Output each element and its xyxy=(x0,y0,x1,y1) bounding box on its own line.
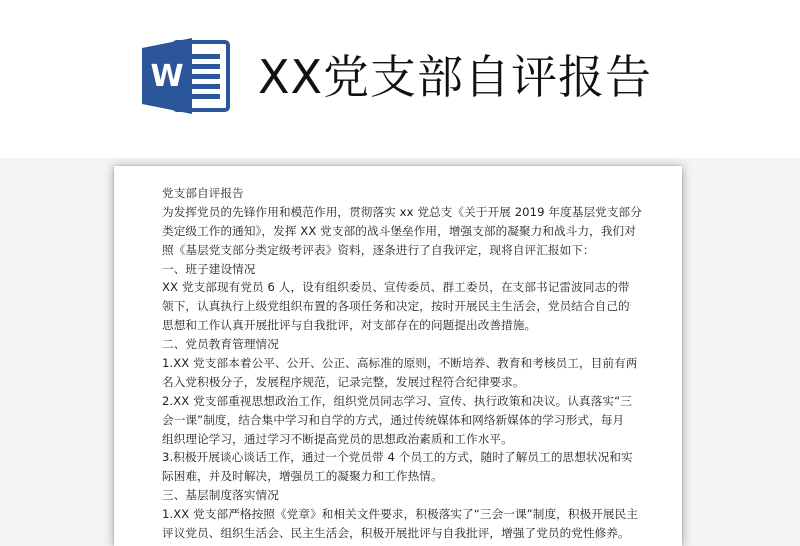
document-line: 为发挥党员的先锋作用和模范作用，贯彻落实 xx 党总支《关于开展 2019 年度基层党支部分 xyxy=(162,204,642,219)
section-heading: 一、班子建设情况 xyxy=(162,261,256,276)
header-band xyxy=(0,0,800,158)
document-line: 2.XX 党支部重视思想政治工作，组织党员同志学习、宣传、执行政策和决议。认真落实“三 xyxy=(162,393,632,408)
document-line: 思想和工作认真开展批评与自我批评，对支部存在的问题提出改善措施。 xyxy=(162,318,537,333)
word-logo-letter: W xyxy=(150,59,184,94)
document-line: 评议党员、组织生活会、民主生活会，积极开展批评与自我批评，增强了党员的党性修养。 xyxy=(162,526,630,541)
document-line: 会一课”制度，结合集中学习和自学的方式，通过传统媒体和网络新媒体的学习形式，每月 xyxy=(162,412,625,427)
page-title: XX党支部自评报告 xyxy=(258,50,653,104)
document-line: 3.积极开展谈心谈话工作，通过一个党员带 4 个员工的方式，随时了解员工的思想状况和实 xyxy=(162,450,633,465)
document-line: 党支部自评报告 xyxy=(162,186,244,200)
word-logo-graphic xyxy=(140,36,232,116)
document-line: 类定级工作的通知》，发挥 XX 党支部的战斗堡垒作用，增强支部的凝聚力和战斗力，我们对 xyxy=(162,223,636,238)
document-line: 组织理论学习，通过学习不断提高党员的思想政治素质和工作水平。 xyxy=(162,431,513,446)
document-line: 领下，认真执行上级党组织布置的各项任务和决定，按时开展民主生活会，党员结合自己的 xyxy=(162,299,630,314)
document-line: 1.XX 党支部严格按照《党章》和相关文件要求，积极落实了“三会一课”制度，积极开展民主 xyxy=(162,507,639,522)
word-document-icon xyxy=(140,36,232,116)
document-line: 际困难，并及时解决，增强员工的凝聚力和工作热情。 xyxy=(162,469,443,484)
section-heading: 二、党员教育管理情况 xyxy=(162,337,279,352)
section-heading: 三、基层制度落实情况 xyxy=(162,488,279,503)
document-line: 照《基层党支部分类定级考评表》资料，逐条进行了自我评定，现将自评汇报如下： xyxy=(162,242,595,257)
document-line: XX 党支部现有党员 6 人，设有组织委员、宣传委员、群工委员，在支部书记雷波同志的带 xyxy=(162,280,630,295)
document-page xyxy=(114,166,682,546)
document-body xyxy=(162,184,652,543)
document-line: 名入党积极分子，发展程序规范，记录完整，发展过程符合纪律要求。 xyxy=(162,374,525,389)
document-line: 1.XX 党支部本着公平、公开、公正、高标准的原则，不断培养、教育和考核员工，目前有两 xyxy=(162,356,638,371)
